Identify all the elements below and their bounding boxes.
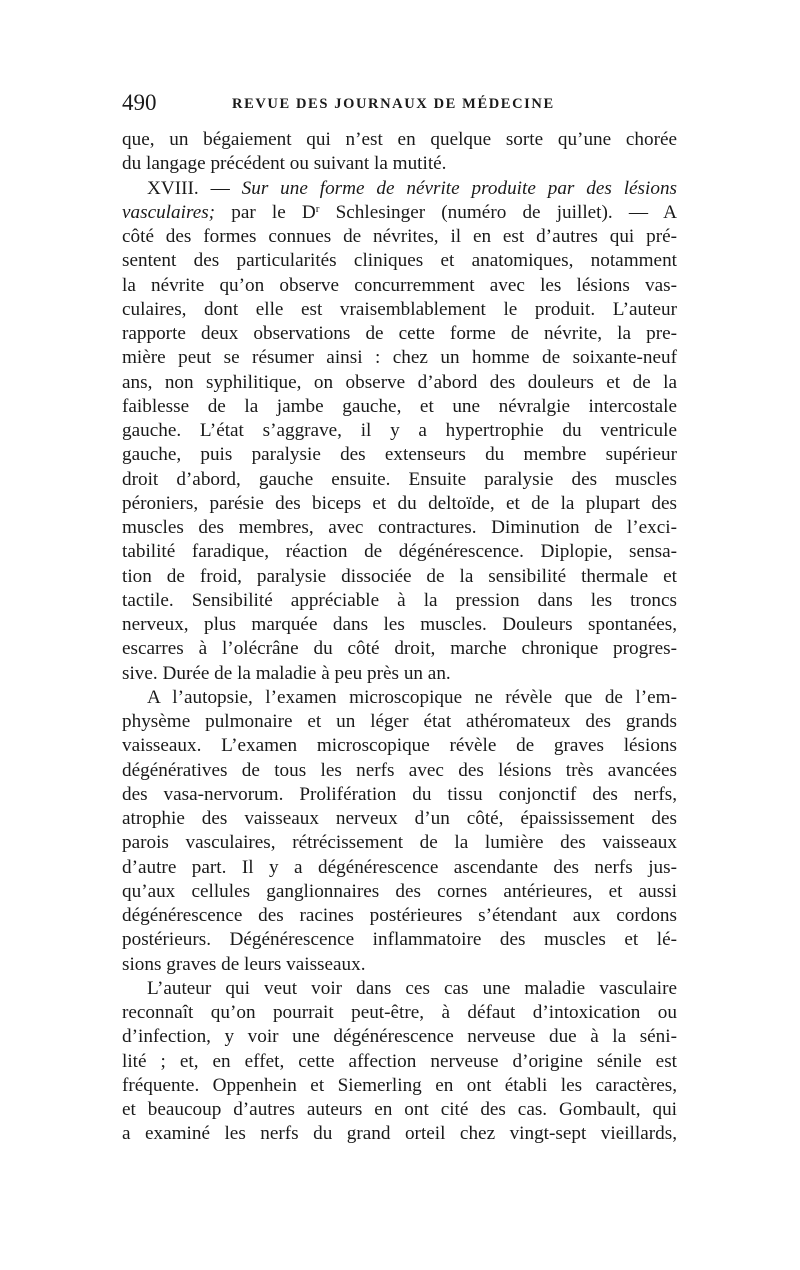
text-line: rapporte deux observations de cette forme de névrite, la pre- xyxy=(122,323,677,344)
text-line: reconnaît qu’on pourrait peut-être, à défaut d’intoxication ou xyxy=(122,1002,677,1023)
text-line: ans, non syphilitique, on observe d’abord des douleurs et de la xyxy=(122,371,677,393)
text-line: tabilité faradique, réaction de dégénérescence. Diplopie, sensa- xyxy=(122,541,677,563)
text-line: côté des formes connues de névrites, il en est d’autres qui pré- xyxy=(122,226,677,247)
text-line: a examiné les nerfs du grand orteil chez vingt-sept vieillards, xyxy=(122,1123,677,1145)
section-author-rest: Schlesinger (numéro de juillet). — A xyxy=(319,201,677,223)
text-line: fréquente. Oppenhein et Siemerling en ont établi les caractères, xyxy=(122,1074,677,1096)
text-line: sentent des particularités cliniques et anatomiques, notamment xyxy=(122,250,677,272)
text-line: faiblesse de la jambe gauche, et une névralgie intercostale xyxy=(122,395,677,417)
text-line: et beaucoup d’autres auteurs en ont cité des cas. Gombault, qui xyxy=(122,1099,677,1120)
text-line: des vasa-nervorum. Prolifération du tissu conjonctif des nerfs, xyxy=(122,783,677,805)
text-line: gauche. L’état s’aggrave, il y a hypertrophie du ventricule xyxy=(122,420,677,441)
text-line: sive. Durée de la maladie à peu près un an. xyxy=(122,662,451,684)
text-line: nerveux, plus marquée dans les muscles. Douleurs spontanées, xyxy=(122,614,677,635)
section-heading-line xyxy=(122,201,677,225)
text-line: qu’aux cellules ganglionnaires des cornes antérieures, et aussi xyxy=(122,880,677,902)
text-line: lité ; et, en effet, cette affection nerveuse d’origine sénile est xyxy=(122,1050,677,1072)
text-line: escarres à l’olécrâne du côté droit, marche chronique progres- xyxy=(122,638,677,660)
text-line: A l’autopsie, l’examen microscopique ne révèle que de l’em- xyxy=(147,686,677,708)
text-line: droit d’abord, gauche ensuite. Ensuite paralysie des muscles xyxy=(122,468,677,490)
text-line: vaisseaux. L’examen microscopique révèle de graves lésions xyxy=(122,735,677,757)
article-body xyxy=(122,128,677,1147)
text-line: tion de froid, paralysie dissociée de la sensibilité thermale et xyxy=(122,565,677,587)
text-line: mière peut se résumer ainsi : chez un homme de soixante-neuf xyxy=(122,347,677,369)
running-title: REVUE DES JOURNAUX DE MÉDECINE xyxy=(232,96,555,112)
section-title: Sur une forme de névrite produite par des lésions xyxy=(241,177,678,199)
text-line: culaires, dont elle est vraisemblablement le produit. L’auteur xyxy=(122,298,677,320)
text-line: postérieurs. Dégénérescence inflammatoire des muscles et lé- xyxy=(122,929,677,951)
text-line: d’autre part. Il y a dégénérescence ascendante des nerfs jus- xyxy=(122,856,677,878)
text-line: parois vasculaires, rétrécissement de la lumière des vaisseaux xyxy=(122,832,677,854)
text-line: muscles des membres, avec contractures. Diminution de l’exci- xyxy=(122,517,677,538)
text-line: gauche, puis paralysie des extenseurs du membre supérieur xyxy=(122,444,677,466)
section-dash: — xyxy=(198,177,242,199)
text-line: d’infection, y voir une dégénérescence nerveuse due à la séni- xyxy=(122,1026,677,1048)
page-number: 490 xyxy=(122,90,157,115)
text-line: sions graves de leurs vaisseaux. xyxy=(122,953,366,975)
section-heading-line xyxy=(122,177,677,201)
text-line: la névrite qu’on observe concurremment avec les lésions vas- xyxy=(122,274,677,296)
text-line: tactile. Sensibilité appréciable à la pression dans les troncs xyxy=(122,589,677,611)
section-numeral: XVIII. xyxy=(147,177,199,199)
text-line: physème pulmonaire et un léger état athéromateux des grands xyxy=(122,711,677,732)
text-line: dégénératives de tous les nerfs avec des lésions très avancées xyxy=(122,759,677,781)
text-line: atrophie des vaisseaux nerveux d’un côté, épaississement des xyxy=(122,808,677,829)
page-header xyxy=(122,88,682,118)
text-line: L’auteur qui veut voir dans ces cas une maladie vasculaire xyxy=(147,977,677,999)
section-author-sup: r xyxy=(315,202,320,215)
section-author-prefix: par le D xyxy=(215,201,316,223)
text-line: du langage précédent ou suivant la mutité. xyxy=(122,153,447,175)
text-line: que, un bégaiement qui n’est en quelque sorte qu’une chorée xyxy=(122,129,677,150)
text-line: péroniers, parésie des biceps et du deltoïde, et de la plupart des xyxy=(122,492,677,514)
text-line: dégénérescence des racines postérieures s’étendant aux cordons xyxy=(122,905,677,926)
section-title-cont: vasculaires; xyxy=(122,201,216,223)
